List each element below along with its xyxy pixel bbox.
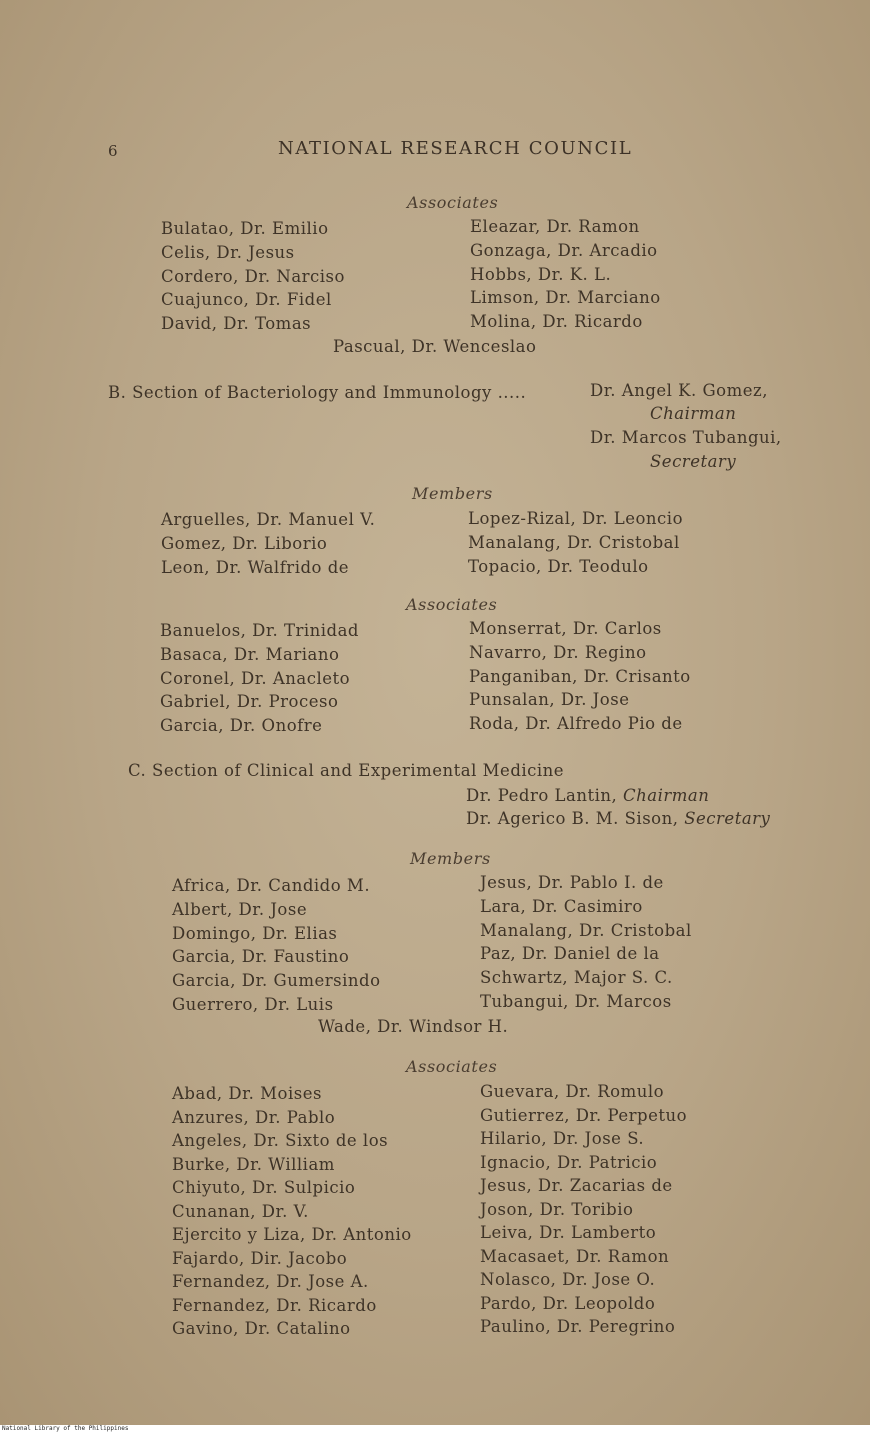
section-c-secretary-role: Secretary [684, 809, 771, 828]
name-entry: Lopez-Rizal, Dr. Leoncio [468, 509, 684, 528]
section-a-associates-heading: Associates [407, 193, 499, 212]
name-entry: Garcia, Dr. Faustino [172, 947, 350, 967]
section-b-title: B. Section of Bacteriology and Immunology ..... [108, 383, 527, 402]
name-entry: Jesus, Dr. Zacarias de [480, 1176, 673, 1195]
name-entry: Abad, Dr. Moises [172, 1084, 322, 1103]
name-entry: Banuelos, Dr. Trinidad [160, 621, 359, 640]
section-c-secretary-line [466, 809, 770, 828]
name-entry: Angeles, Dr. Sixto de los [172, 1131, 389, 1150]
name-entry: Schwartz, Major S. C. [480, 968, 673, 988]
name-entry: Fernandez, Dr. Ricardo [172, 1295, 377, 1315]
name-entry: Gavino, Dr. Catalino [172, 1319, 351, 1338]
name-entry: Paz, Dr. Daniel de la [480, 944, 660, 964]
section-b-chairman-name: Dr. Angel K. Gomez, [590, 381, 768, 400]
name-entry: Garcia, Dr. Onofre [160, 716, 323, 736]
section-c-members-right-list [480, 873, 692, 1016]
name-entry: Navarro, Dr. Regino [469, 642, 647, 662]
name-entry: Gutierrez, Dr. Perpetuo [480, 1105, 688, 1125]
name-entry: Hobbs, Dr. K. L. [470, 264, 612, 284]
name-entry: Nolasco, Dr. Jose O. [480, 1270, 656, 1289]
section-b-members-right-list [468, 509, 683, 580]
section-a-associates-right-list [470, 217, 661, 336]
name-entry: Leiva, Dr. Lamberto [480, 1223, 657, 1242]
page-number: 6 [108, 142, 118, 160]
section-b-secretary-role: Secretary [650, 452, 737, 471]
section-c-associates-left-list [172, 1084, 412, 1343]
name-entry: Ignacio, Dr. Patricio [480, 1152, 658, 1172]
name-entry: Panganiban, Dr. Crisanto [469, 666, 691, 686]
section-b-members-left-list [161, 510, 375, 581]
name-entry: Gomez, Dr. Liborio [161, 533, 328, 553]
name-entry: Manalang, Dr. Cristobal [480, 920, 692, 940]
library-credit: National Library of the Philippines [2, 1425, 129, 1432]
section-b-secretary-name: Dr. Marcos Tubangui, [590, 428, 782, 447]
name-entry: Punsalan, Dr. Jose [469, 690, 630, 710]
section-c-members-heading: Members [410, 849, 491, 868]
section-b-associates-left-list [160, 621, 359, 740]
name-entry: Pardo, Dr. Leopoldo [480, 1293, 656, 1313]
name-entry: Domingo, Dr. Elias [172, 923, 338, 943]
name-entry: Chiyuto, Dr. Sulpicio [172, 1178, 356, 1197]
section-c-title: C. Section of Clinical and Experimental Medicine [128, 761, 565, 780]
section-b-associates-heading: Associates [406, 595, 498, 614]
section-c-secretary-name: Dr. Agerico B. M. Sison, [466, 809, 679, 828]
name-entry: Coronel, Dr. Anacleto [160, 668, 351, 688]
name-entry: Joson, Dr. Toribio [480, 1199, 634, 1219]
name-entry: Ejercito y Liza, Dr. Antonio [172, 1225, 412, 1244]
section-a-associates-last: Pascual, Dr. Wenceslao [333, 337, 537, 356]
library-credit-footer [0, 1425, 870, 1433]
name-entry: Cordero, Dr. Narciso [161, 266, 345, 286]
section-c-chairman-name: Dr. Pedro Lantin, [466, 786, 618, 805]
name-entry: Hilario, Dr. Jose S. [480, 1129, 645, 1148]
section-c-chairman-line [466, 786, 709, 805]
section-c-members-last: Wade, Dr. Windsor H. [318, 1017, 509, 1036]
name-entry: David, Dr. Tomas [161, 314, 312, 334]
name-entry: Monserrat, Dr. Carlos [469, 619, 662, 638]
section-b-chairman-role: Chairman [650, 404, 737, 423]
name-entry: Bulatao, Dr. Emilio [161, 219, 329, 238]
running-title: NATIONAL RESEARCH COUNCIL [278, 138, 633, 159]
name-entry: Tubangui, Dr. Marcos [480, 991, 672, 1011]
name-entry: Albert, Dr. Jose [172, 899, 308, 919]
name-entry: Cunanan, Dr. V. [172, 1201, 309, 1221]
section-a-associates-left-list [161, 219, 345, 338]
name-entry: Cuajunco, Dr. Fidel [161, 290, 332, 310]
name-entry: Arguelles, Dr. Manuel V. [161, 510, 376, 529]
name-entry: Gonzaga, Dr. Arcadio [470, 240, 658, 260]
name-entry: Guerrero, Dr. Luis [172, 994, 334, 1014]
name-entry: Leon, Dr. Walfrido de [161, 557, 350, 577]
name-entry: Fernandez, Dr. Jose A. [172, 1272, 369, 1291]
name-entry: Eleazar, Dr. Ramon [470, 217, 640, 236]
name-entry: Paulino, Dr. Peregrino [480, 1317, 676, 1336]
name-entry: Burke, Dr. William [172, 1154, 335, 1174]
section-c-chairman-role: Chairman [623, 786, 710, 805]
name-entry: Lara, Dr. Casimiro [480, 896, 643, 916]
section-c-members-left-list [172, 876, 381, 1019]
name-entry: Limson, Dr. Marciano [470, 288, 661, 308]
name-entry: Africa, Dr. Candido M. [172, 876, 371, 895]
name-entry: Basaca, Dr. Mariano [160, 644, 340, 664]
name-entry: Guevara, Dr. Romulo [480, 1082, 665, 1101]
section-b-associates-right-list [469, 619, 691, 738]
section-c-associates-heading: Associates [406, 1057, 498, 1076]
name-entry: Gabriel, Dr. Proceso [160, 692, 339, 712]
name-entry: Celis, Dr. Jesus [161, 242, 295, 262]
name-entry: Roda, Dr. Alfredo Pio de [469, 714, 683, 734]
name-entry: Fajardo, Dir. Jacobo [172, 1248, 348, 1268]
name-entry: Anzures, Dr. Pablo [172, 1107, 336, 1127]
name-entry: Macasaet, Dr. Ramon [480, 1246, 670, 1266]
section-b-members-heading: Members [412, 484, 493, 503]
name-entry: Topacio, Dr. Teodulo [468, 556, 649, 576]
name-entry: Molina, Dr. Ricardo [470, 312, 643, 332]
name-entry: Manalang, Dr. Cristobal [468, 532, 680, 552]
section-c-associates-right-list [480, 1082, 687, 1341]
name-entry: Jesus, Dr. Pablo I. de [480, 873, 664, 892]
name-entry: Garcia, Dr. Gumersindo [172, 971, 381, 991]
